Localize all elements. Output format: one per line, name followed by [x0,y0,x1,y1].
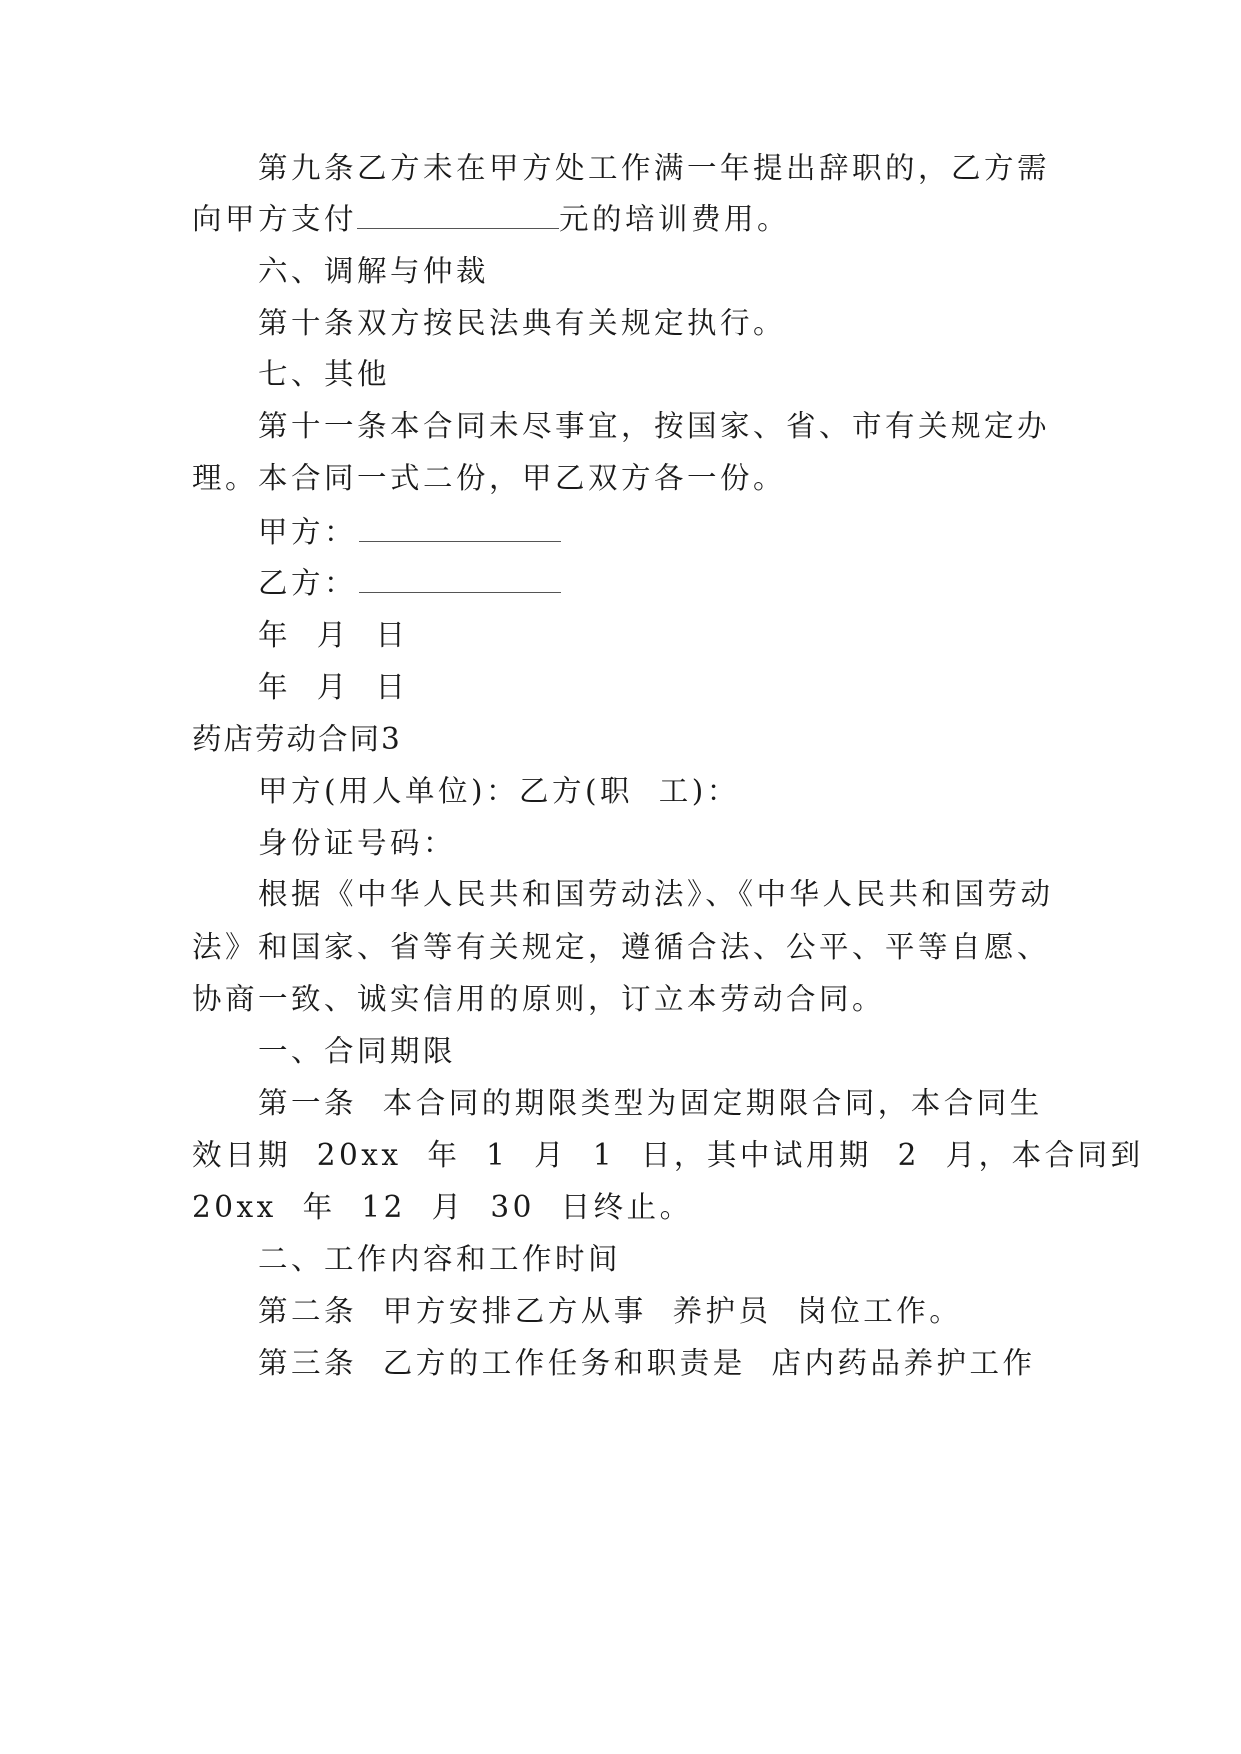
section-1-heading: 一、合同期限 [258,1034,457,1068]
section-7-heading: 七、其他 [258,357,391,391]
article-1-line-3: 20xx 年 12 月 30 日终止。 [192,1190,693,1224]
clause-10: 第十条双方按民法典有关规定执行。 [258,306,787,340]
article-1-line-2: 效日期 20xx 年 1 月 1 日，其中试用期 2 月，本合同到 [192,1138,1144,1172]
preamble-line-2: 法》和国家、省等有关规定，遵循合法、公平、平等自愿、 [192,930,1051,964]
preamble-line-3: 协商一致、诚实信用的原则，订立本劳动合同。 [192,982,886,1016]
party-b-blank [359,570,561,593]
party-b-label: 乙方： [258,566,358,600]
date-line-2: 年 月 日 [258,670,409,704]
clause-9-text-after-blank: 元的培训费用。 [559,202,791,236]
clause-9-text-before-blank: 向甲方支付 [192,202,358,236]
clause-9-line-2 [192,202,791,236]
article-2: 第二条 甲方安排乙方从事 养护员 岗位工作。 [258,1294,963,1328]
party-a-label: 甲方： [258,515,358,549]
clause-11-line-1: 第十一条本合同未尽事宜，按国家、省、市有关规定办 [258,409,1051,443]
contract-3-title: 药店劳动合同3 [192,722,402,756]
article-3: 第三条 乙方的工作任务和职责是 店内药品养护工作 [258,1346,1036,1380]
training-fee-blank [357,206,559,229]
date-line-1: 年 月 日 [258,618,409,652]
preamble-line-1: 根据《中华人民共和国劳动法》、《中华人民共和国劳动 [258,877,1054,911]
id-number-label: 身份证号码： [258,826,457,860]
section-2-heading: 二、工作内容和工作时间 [258,1242,622,1276]
clause-9-line-1: 第九条乙方未在甲方处工作满一年提出辞职的，乙方需 [258,151,1051,185]
party-a-signature-line [258,515,561,549]
party-b-signature-line [258,566,561,600]
parties-line: 甲方(用人单位)：乙方(职 工)： [258,774,740,808]
clause-11-line-2: 理。本合同一式二份，甲乙双方各一份。 [192,461,787,495]
article-1-line-1: 第一条 本合同的期限类型为固定期限合同，本合同生 [258,1086,1043,1120]
section-6-heading: 六、调解与仲裁 [258,254,490,288]
party-a-blank [359,519,561,542]
